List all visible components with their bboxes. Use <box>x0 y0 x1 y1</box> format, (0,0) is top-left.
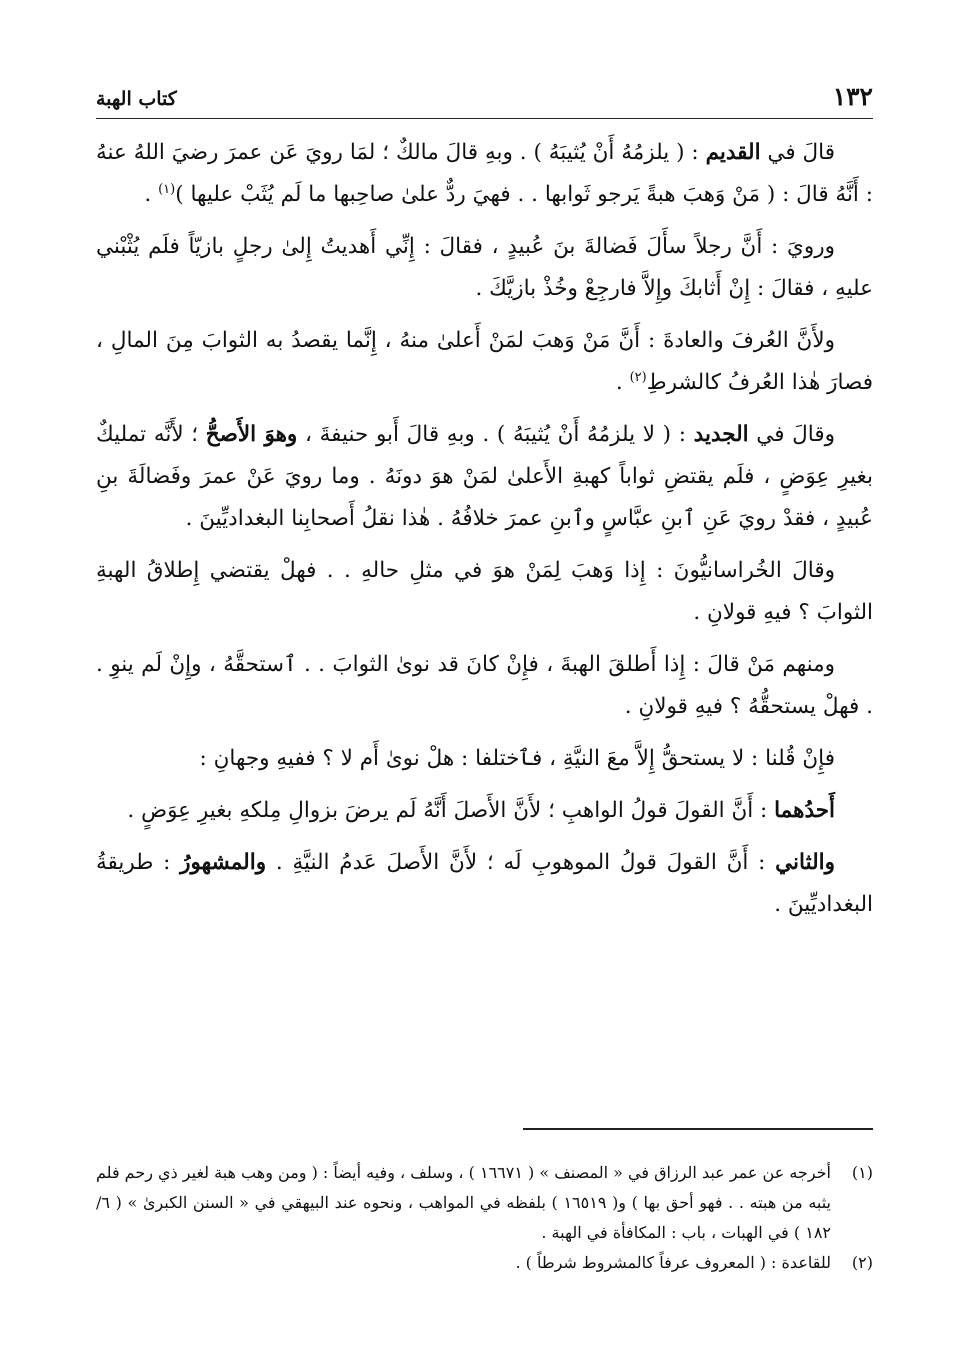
footnote-number: (١) <box>851 1163 873 1182</box>
paragraph-text: ؛ لأَنَّه تمليكٌ بغيرِ عِوَضٍ ، فلَم يقتضِ ثواباً كهبةِ الأَعلىٰ لمَنْ هوَ دونَهُ . وما رويَ عَنْ عمرَ وفَضالَةَ بنِ عُبيدٍ ، فقدْ رويَ عَنِ ٱبنِ عبَّاسٍ وٱبنِ عمرَ خلافُهُ . هٰذا نقلُ أَصحابِنا البغداديِّينَ . <box>96 422 873 531</box>
paragraph-text: وقالَ في <box>748 422 836 447</box>
footnote-text: أخرجه عن عمر عبد الرزاق في « المصنف » ( ١٦٦٧١ ) ، وسلف ، وفيه أيضاً : ( ومن وهب هبة لغير ذي رحم فلم يثبه من هبته . . فهو أحق بها ) و( ١٦٥١٩ ) بلفظه في المواهب ، ونحوه عند البيهقي في « السنن الكبرىٰ » ( ٦/ ١٨٢ ) في الهبات ، باب : المكافأة في الهبة . <box>96 1163 832 1242</box>
paragraph-text: : أَنَّ القولَ قولُ الموهوبِ لَه ؛ لأَنَّ الأَصلَ عَدمُ النيَّةِ . <box>266 850 776 875</box>
paragraph <box>96 414 873 540</box>
footnote-ref: (١) <box>158 181 176 197</box>
bold-term: وهوَ الأَصحُّ <box>205 422 298 447</box>
paragraph-text: . <box>615 370 630 395</box>
bold-term: الجديد <box>693 422 749 447</box>
paragraph <box>96 842 873 926</box>
paragraph-text: فإِنْ قُلنا : لا يستحقُّ إِلاَّ معَ النيَّةِ ، فٱختلفا : هلْ نوىٰ أَم لا ؟ ففيهِ وجهانِ : <box>199 746 835 771</box>
paragraph-text: . <box>144 182 159 207</box>
footnote-separator <box>523 1128 873 1130</box>
paragraph-text: ومنهم مَنْ قالَ : إِذا أَطلقَ الهبةَ ، فإِنْ كانَ قد نوىٰ الثوابَ . . ٱستحقَّهُ ، وإِنْ لَم ينوِ . . فهلْ يستحقُّهُ ؟ فيهِ قولانِ . <box>96 652 873 719</box>
paragraph-text: ولأَنَّ العُرفَ والعادةَ : أَنَّ مَنْ وَهبَ لمَنْ أَعلىٰ منهُ ، إِنَّما يقصدُ به الثوابَ مِنَ المالِ ، فصارَ هٰذا العُرفُ كالشرطِ <box>96 328 873 395</box>
footnote <box>96 1248 873 1278</box>
paragraph-text: : ( لا يلزمُهُ أَنْ يُثيبَهُ ) . وبهِ قالَ أَبو حنيفةَ ، <box>297 422 694 447</box>
footnote-text: للقاعدة : ( المعروف عرفاً كالمشروط شرطاً ) . <box>515 1253 831 1272</box>
page-number: ١٣٢ <box>832 82 873 111</box>
footnote <box>96 1158 873 1248</box>
paragraph-text: : أَنَّ القولَ قولُ الواهبِ ؛ لأَنَّ الأَصلَ أَنَّهُ لَم يرضَ بزوالِ مِلكهِ بغيرِ عِوَضٍ . <box>127 798 775 823</box>
page-header <box>96 82 873 119</box>
paragraph <box>96 550 873 634</box>
bold-term: والثاني <box>775 850 835 875</box>
paragraph <box>96 132 873 216</box>
paragraph <box>96 226 873 310</box>
paragraph-text: : طريقةُ البغداديِّينَ . <box>96 850 873 917</box>
paragraph <box>96 790 873 832</box>
main-text <box>96 132 873 936</box>
paragraph-text: قالَ في <box>760 140 835 165</box>
paragraph-text: وقالَ الخُراسانيُّونَ : إِذا وَهبَ لِمَنْ هوَ في مثلِ حالهِ . . فهلْ يقتضي إِطلاقُ الهبةِ الثوابَ ؟ فيهِ قولانِ . <box>96 558 873 625</box>
bold-term: القديم <box>705 140 761 165</box>
paragraph-text: ورويَ : أَنَّ رجلاً سأَلَ فَضالةَ بنَ عُبيدٍ ، فقالَ : إِنِّي أَهديتُ إِلىٰ رجلٍ بازيّاً فلَم يُثْبْني عليهِ ، فقالَ : إِنْ أَثابكَ وإِلاَّ فارجِعْ وخُذْ بازيَّكَ . <box>96 234 873 301</box>
paragraph <box>96 644 873 728</box>
footnotes <box>96 1158 873 1278</box>
bold-term: والمشهورُ <box>180 850 267 875</box>
footnote-number: (٢) <box>851 1253 873 1272</box>
paragraph <box>96 738 873 780</box>
running-title: كتاب الهبة <box>96 88 177 110</box>
footnote-ref: (٢) <box>629 369 647 385</box>
paragraph-text: : ( يلزمُهُ أَنْ يُثيبَهُ ) . وبهِ قالَ مالكٌ ؛ لمَا رويَ عَن عمرَ رضيَ اللهُ عنهُ : أَنَّهُ قالَ : ( مَنْ وَهبَ هبةً يَرجو ثَوابها . . فهيَ ردٌّ علىٰ صاحِبها ما لَم يُثَبْ عليها ) <box>96 140 873 207</box>
paragraph <box>96 320 873 404</box>
bold-term: أَحدُهما <box>774 798 835 823</box>
